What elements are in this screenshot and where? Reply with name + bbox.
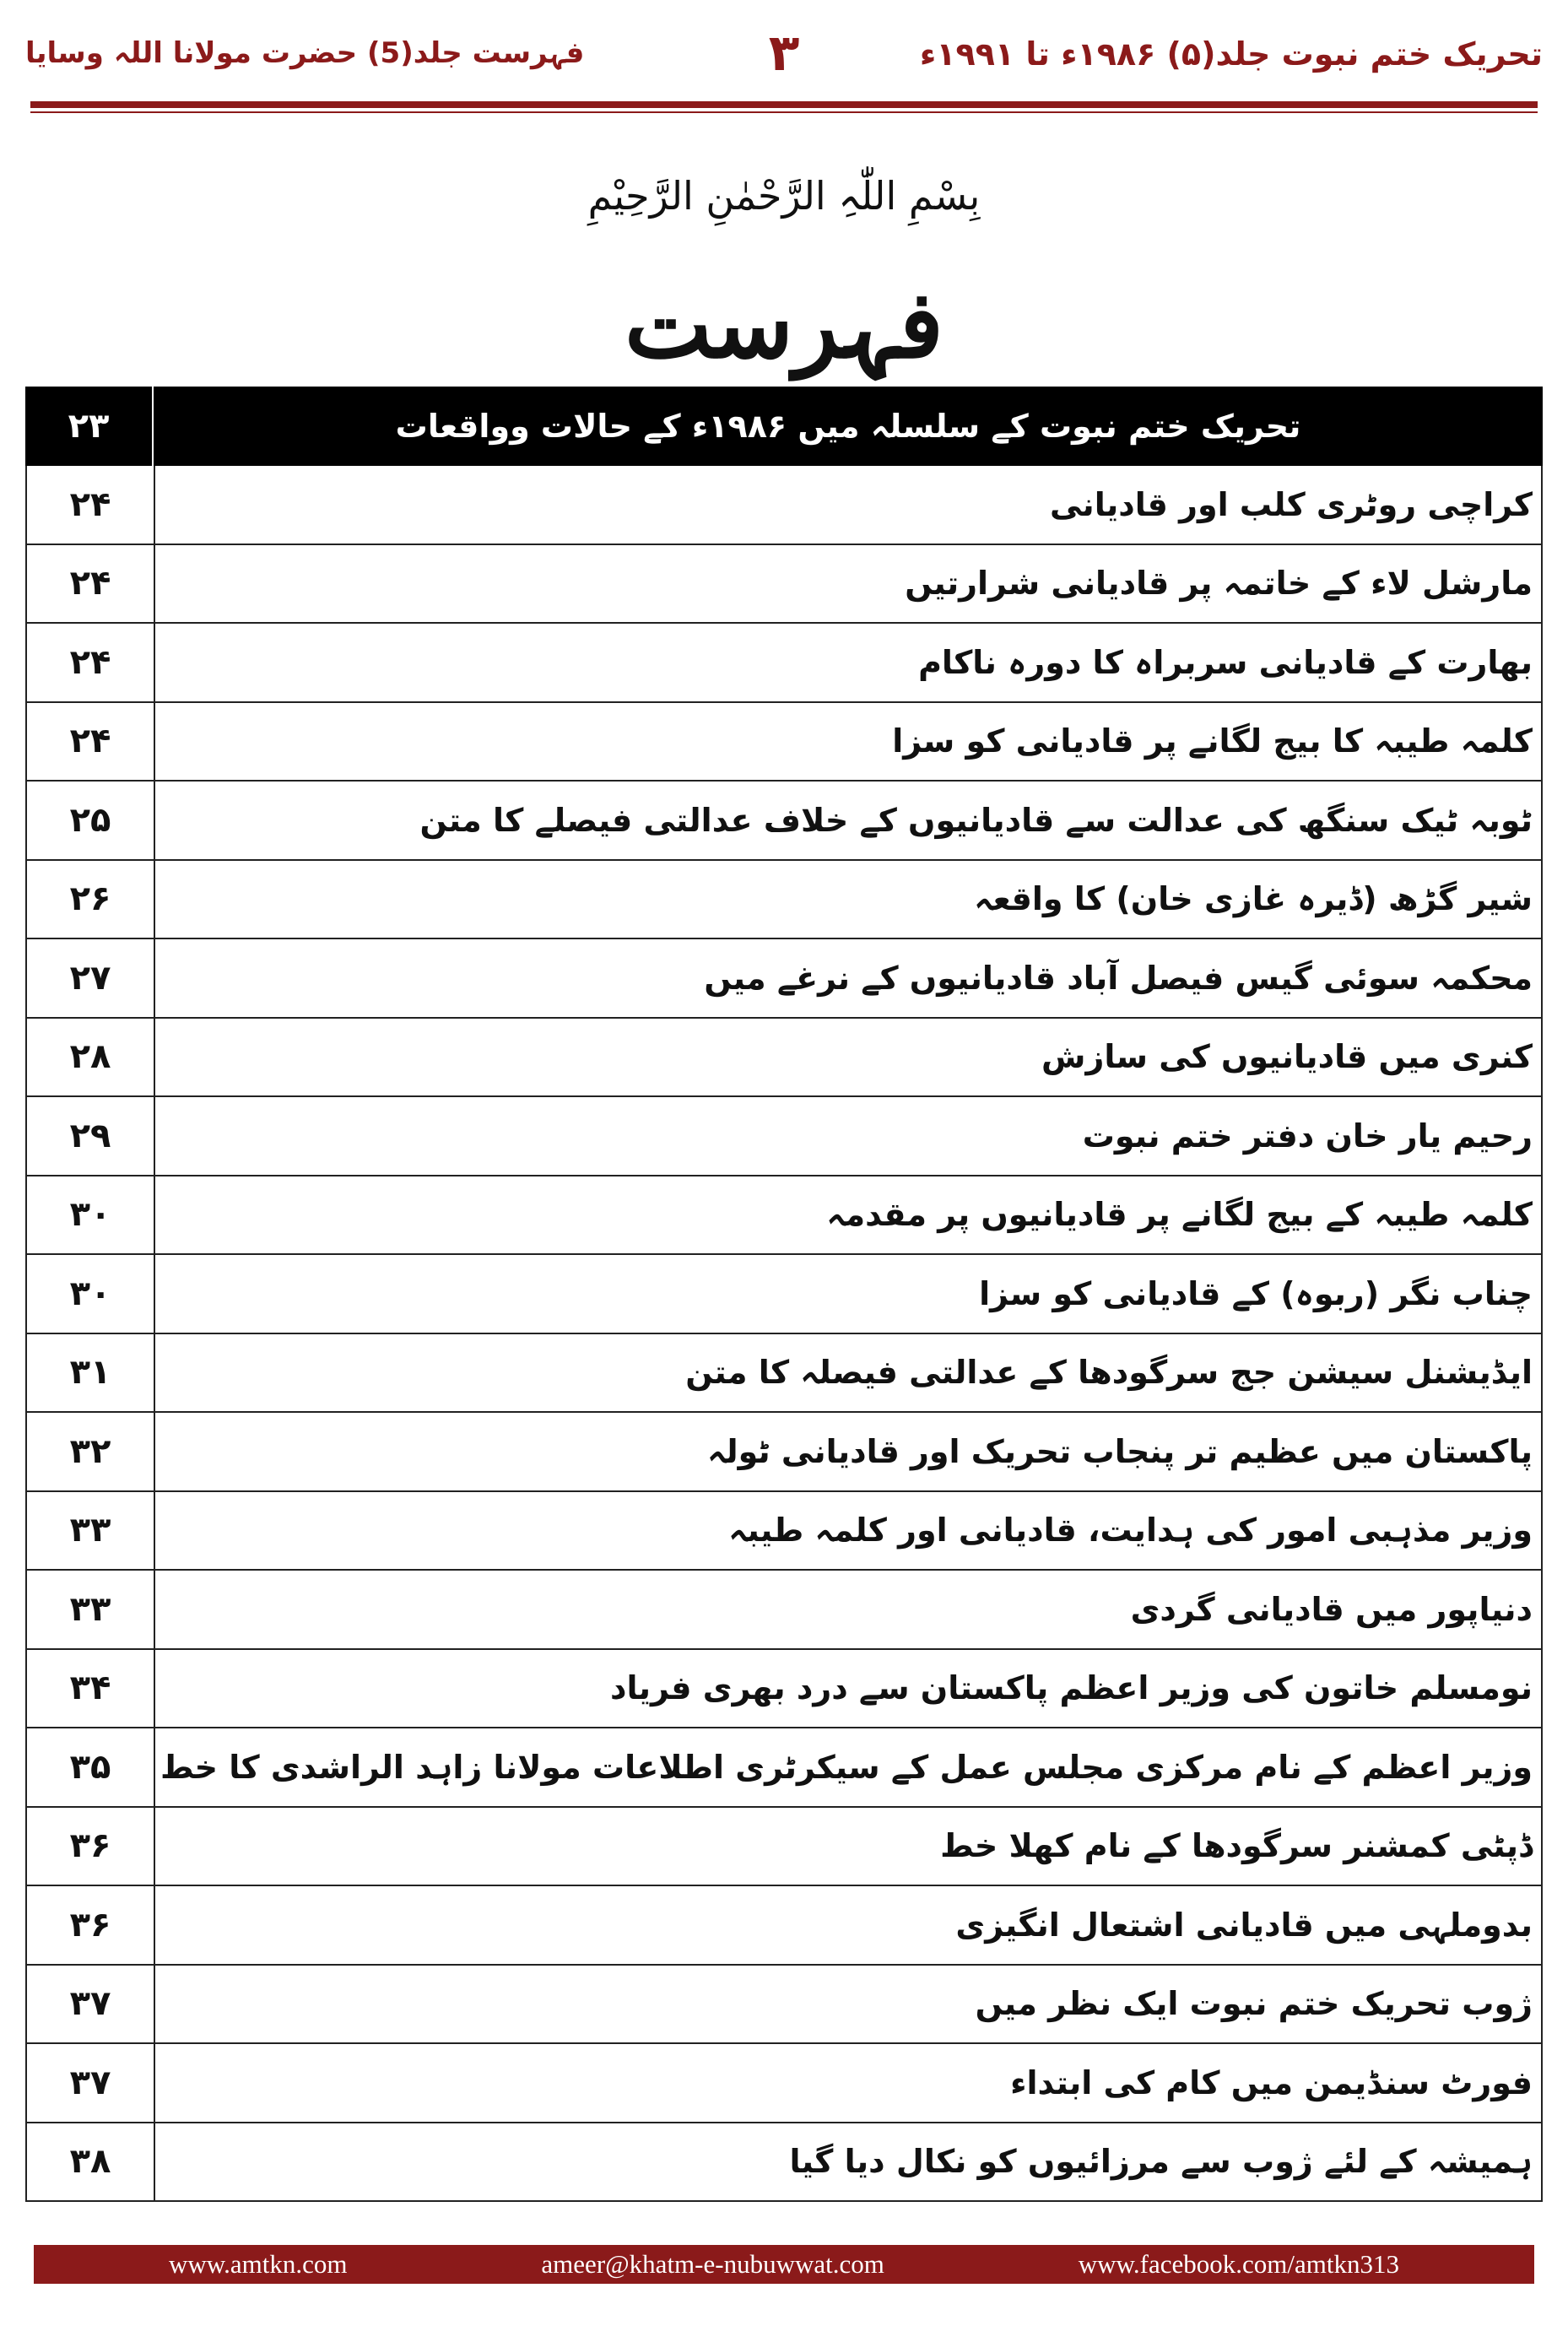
toc-entry-title: پاکستان میں عظیم تر پنجاب تحریک اور قادیانی ٹولہ bbox=[707, 1432, 1533, 1470]
toc-entry-title: نومسلم خاتون کی وزیر اعظم پاکستان سے درد بھری فریاد bbox=[609, 1669, 1533, 1707]
toc-body bbox=[25, 466, 1543, 2202]
toc-entry-title: وزیر اعظم کے نام مرکزی مجلس عمل کے سیکرٹری اطلاعات مولانا زاہد الراشدی کا خط bbox=[160, 1748, 1533, 1786]
toc-row bbox=[27, 1334, 1541, 1414]
toc-page-number: ۳۸ bbox=[27, 2123, 155, 2201]
toc-page-number: ۳۰ bbox=[27, 1255, 155, 1333]
toc-page-number: ۳۳ bbox=[27, 1492, 155, 1570]
toc-entry-title: دنیاپور میں قادیانی گردی bbox=[1130, 1590, 1533, 1628]
toc-entry-title: ڈپٹی کمشنر سرگودھا کے نام کھلا خط bbox=[940, 1827, 1533, 1865]
footer-website-link[interactable]: www.amtkn.com bbox=[169, 2249, 348, 2279]
page-number: ۳ bbox=[768, 24, 800, 83]
toc-page-number: ۳۷ bbox=[27, 1966, 155, 2043]
toc-entry-title: شیر گڑھ (ڈیرہ غازی خان) کا واقعہ bbox=[974, 880, 1533, 918]
toc-heading-title: تحریک ختم نبوت کے سلسلہ میں ۱۹۸۶ء کے حالات وواقعات bbox=[395, 408, 1301, 445]
toc-page-number: ۲۸ bbox=[27, 1019, 155, 1096]
toc-page-number: ۳۳ bbox=[27, 1571, 155, 1648]
toc-row bbox=[27, 466, 1541, 545]
toc-entry-title: کلمہ طیبہ کے بیج لگانے پر قادیانیوں پر مقدمہ bbox=[826, 1196, 1533, 1234]
toc-entry-title: ژوب تحریک ختم نبوت ایک نظر میں bbox=[975, 1985, 1533, 2023]
toc-page-number: ۲۷ bbox=[27, 939, 155, 1017]
toc-row bbox=[27, 1650, 1541, 1729]
toc-row bbox=[27, 782, 1541, 861]
toc-page-number: ۲۴ bbox=[27, 703, 155, 781]
toc-row bbox=[27, 1886, 1541, 1966]
toc-page-number: ۳۷ bbox=[27, 2044, 155, 2122]
footer-facebook-link[interactable]: www.facebook.com/amtkn313 bbox=[1078, 2249, 1399, 2279]
toc-entry-title: بدوملہی میں قادیانی اشتعال انگیزی bbox=[955, 1906, 1533, 1944]
toc-page-number: ۳۴ bbox=[27, 1650, 155, 1728]
toc-entry-title: چناب نگر (ربوہ) کے قادیانی کو سزا bbox=[979, 1274, 1533, 1312]
section-title: فہرست جلد(5) حضرت مولانا اللہ وسایا bbox=[25, 36, 585, 70]
toc-entry-title: ایڈیشنل سیشن جج سرگودھا کے عدالتی فیصلہ کا متن bbox=[685, 1354, 1533, 1392]
toc-page-number: ۳۶ bbox=[27, 1808, 155, 1885]
toc-page-number: ۲۶ bbox=[27, 861, 155, 938]
toc-entry-title: مارشل لاء کے خاتمہ پر قادیانی شرارتیں bbox=[905, 565, 1533, 603]
toc-row bbox=[27, 861, 1541, 940]
toc-row bbox=[27, 1255, 1541, 1334]
toc-row bbox=[27, 1571, 1541, 1650]
toc-row bbox=[27, 1728, 1541, 1808]
toc-entry-title: وزیر مذہبی امور کی ہدایت، قادیانی اور کلمہ طیبہ bbox=[728, 1512, 1533, 1550]
toc-entry-title: محکمہ سوئی گیس فیصل آباد قادیانیوں کے نرغے میں bbox=[704, 959, 1533, 997]
toc-entry-title: کراچی روٹری کلب اور قادیانی bbox=[1049, 485, 1533, 523]
toc-row bbox=[27, 1966, 1541, 2045]
footer-email-link[interactable]: ameer@khatm-e-nubuwwat.com bbox=[541, 2249, 884, 2279]
toc-page-number: ۲۹ bbox=[27, 1097, 155, 1175]
toc-row bbox=[27, 939, 1541, 1019]
toc-heading-page: ۲۳ bbox=[25, 387, 154, 466]
toc-entry-title: ہمیشہ کے لئے ژوب سے مرزائیوں کو نکال دیا گیا bbox=[789, 2143, 1533, 2181]
page-title: فہرست bbox=[624, 270, 944, 379]
toc-page-number: ۳۲ bbox=[27, 1413, 155, 1490]
toc-entry-title: فورٹ سنڈیمن میں کام کی ابتداء bbox=[1010, 2063, 1533, 2101]
header-rule-thin bbox=[30, 111, 1538, 113]
toc-row bbox=[27, 1492, 1541, 1571]
header-rule-thick bbox=[30, 101, 1538, 108]
toc-entry-title: رحیم یار خان دفتر ختم نبوت bbox=[1082, 1117, 1533, 1155]
toc-entry-title: کلمہ طیبہ کا بیج لگانے پر قادیانی کو سزا bbox=[892, 722, 1533, 760]
toc-page-number: ۲۴ bbox=[27, 545, 155, 623]
toc-row bbox=[27, 1176, 1541, 1256]
toc-page-number: ۳۵ bbox=[27, 1728, 155, 1806]
toc-row bbox=[27, 2044, 1541, 2123]
toc-row bbox=[27, 1808, 1541, 1887]
bismillah: بِسْمِ اللّٰہِ الرَّحْمٰنِ الرَّحِیْمِ bbox=[587, 173, 981, 219]
toc-page-number: ۲۴ bbox=[27, 624, 155, 701]
toc-heading-row bbox=[25, 387, 1543, 466]
toc-page-number: ۳۶ bbox=[27, 1886, 155, 1964]
toc-row bbox=[27, 1019, 1541, 1098]
toc-table bbox=[25, 387, 1543, 2202]
toc-page-number: ۳۰ bbox=[27, 1176, 155, 1254]
toc-row bbox=[27, 624, 1541, 703]
toc-row bbox=[27, 1097, 1541, 1176]
toc-page-number: ۲۴ bbox=[27, 466, 155, 544]
toc-page-number: ۳۱ bbox=[27, 1334, 155, 1412]
toc-entry-title: ٹوبہ ٹیک سنگھ کی عدالت سے قادیانیوں کے خلاف عدالتی فیصلے کا متن bbox=[419, 801, 1533, 839]
page-footer bbox=[34, 2245, 1534, 2284]
toc-entry-title: بھارت کے قادیانی سربراہ کا دورہ ناکام bbox=[918, 643, 1533, 681]
toc-row bbox=[27, 703, 1541, 782]
toc-row bbox=[27, 545, 1541, 625]
book-title: تحریک ختم نبوت جلد(۵) ۱۹۸۶ء تا ۱۹۹۱ء bbox=[919, 35, 1543, 73]
page-header bbox=[0, 0, 1568, 118]
toc-row bbox=[27, 2123, 1541, 2203]
toc-row bbox=[27, 1413, 1541, 1492]
toc-page-number: ۲۵ bbox=[27, 782, 155, 859]
toc-entry-title: کنری میں قادیانیوں کی سازش bbox=[1041, 1038, 1533, 1076]
